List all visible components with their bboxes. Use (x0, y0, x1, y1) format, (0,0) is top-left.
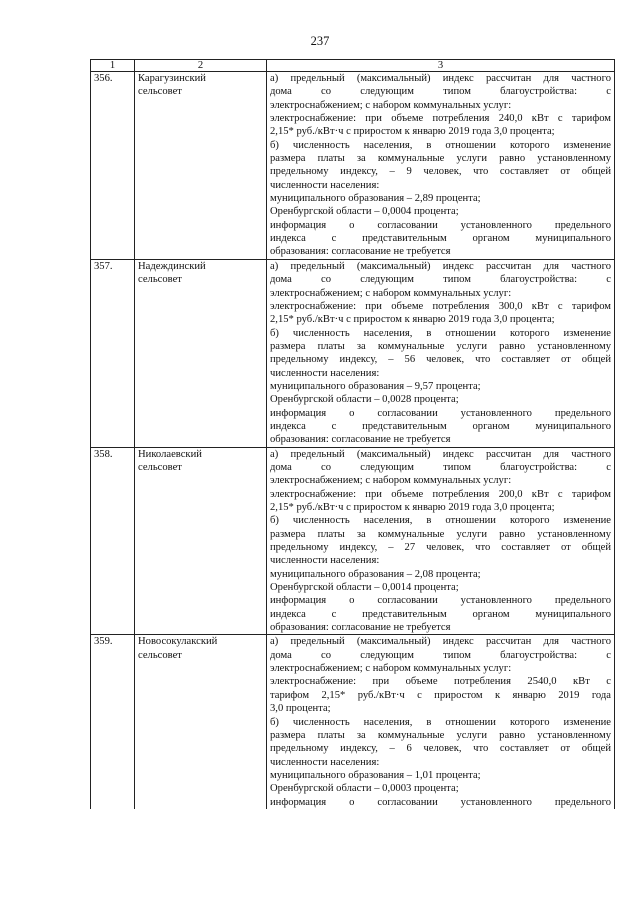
description-line: размера платы за коммунальные услуги равно установленному (270, 340, 611, 352)
description-line: Оренбургской области – 0,0004 процента; (270, 206, 459, 218)
description-line: б) численность населения, в отношении которого изменение (270, 716, 611, 728)
settlement-name-line: Надеждинский (138, 260, 206, 272)
description-line: а) предельный (максимальный) индекс рассчитан для частного (270, 260, 611, 272)
settlement-name (135, 635, 267, 809)
table-row (91, 72, 615, 260)
index-description (267, 72, 615, 260)
row-number: 356. (91, 72, 135, 260)
description-line: Оренбургской области – 0,0028 процента; (270, 394, 459, 406)
description-line: электроснабжение: при объеме потребления 200,0 кВт с тарифом (270, 488, 611, 500)
description-line: численности населения: (270, 756, 380, 768)
description-line: индекса с представительным органом муниципального (270, 233, 611, 245)
description-line: численности населения: (270, 179, 380, 191)
description-line: информация о согласовании установленного предельного (270, 219, 611, 231)
description-line: предельному индексу, – 56 человек, что составляет от общей (270, 354, 611, 366)
row-number: 358. (91, 447, 135, 635)
description-line: образования: согласование не требуется (270, 434, 451, 446)
settlement-name (135, 72, 267, 260)
description-line: 3,0 процента; (270, 703, 331, 715)
settlement-name (135, 447, 267, 635)
description-line: дома со следующим типом благоустройства: с (270, 86, 611, 98)
description-line: электроснабжение: при объеме потребления 2540,0 кВт с (270, 676, 611, 688)
settlement-name-line: сельсовет (138, 86, 182, 98)
description-line: 2,15* руб./кВт·ч с приростом к январю 2019 года 3,0 процента; (270, 314, 555, 326)
description-line: а) предельный (максимальный) индекс рассчитан для частного (270, 73, 611, 84)
description-line: электроснабжение: при объеме потребления 300,0 кВт с тарифом (270, 300, 611, 312)
description-line: образования: согласование не требуется (270, 622, 451, 634)
description-line: индекса с представительным органом муниципального (270, 608, 611, 620)
row-number: 359. (91, 635, 135, 809)
settlement-name-line: сельсовет (138, 649, 182, 661)
settlement-name-line: Новосокулакский (138, 636, 218, 648)
settlement-name-line: сельсовет (138, 461, 182, 473)
description-line: электроснабжение: при объеме потребления 240,0 кВт с тарифом (270, 113, 611, 125)
description-line: б) численность населения, в отношении которого изменение (270, 327, 611, 339)
description-line: предельному индексу, – 6 человек, что составляет от общей (270, 743, 611, 755)
description-line: электроснабжением; с набором коммунальных услуг: (270, 287, 512, 299)
description-line: размера платы за коммунальные услуги равно установленному (270, 729, 611, 741)
table-row (91, 635, 615, 809)
description-line: дома со следующим типом благоустройства: с (270, 461, 611, 473)
description-line: численности населения: (270, 367, 380, 379)
settlement-name-line: Николаевский (138, 448, 202, 460)
index-description (267, 259, 615, 447)
description-line: Оренбургской области – 0,0003 процента; (270, 783, 459, 795)
description-line: размера платы за коммунальные услуги равно установленному (270, 528, 611, 540)
header-col-3: 3 (267, 60, 615, 72)
description-line: индекса с представительным органом муниципального (270, 420, 611, 432)
description-line: тарифом 2,15* руб./кВт·ч с приростом к январю 2019 года (270, 689, 611, 701)
description-line: дома со следующим типом благоустройства: с (270, 649, 611, 661)
settlement-name (135, 259, 267, 447)
page-number: 237 (310, 34, 330, 48)
description-line: Оренбургской области – 0,0014 процента; (270, 582, 459, 594)
description-line: 2,15* руб./кВт·ч с приростом к январю 2019 года 3,0 процента; (270, 502, 555, 513)
description-line: а) предельный (максимальный) индекс рассчитан для частного (270, 636, 611, 648)
header-col-2: 2 (135, 60, 267, 72)
settlement-name-line: Карагузинский (138, 73, 206, 84)
description-line: 2,15* руб./кВт·ч с приростом к январю 2019 года 3,0 процента; (270, 126, 555, 138)
description-line: предельному индексу, – 27 человек, что составляет от общей (270, 542, 611, 554)
settlement-name-line: сельсовет (138, 274, 182, 286)
header-col-1: 1 (91, 60, 135, 72)
description-line: б) численность населения, в отношении которого изменение (270, 515, 611, 527)
description-line: информация о согласовании установленного предельного (270, 407, 611, 419)
description-line: электроснабжением; с набором коммунальных услуг: (270, 99, 512, 111)
description-line: муниципального образования – 2,89 процента; (270, 193, 481, 205)
description-line: образования: согласование не требуется (270, 246, 451, 258)
description-line: информация о согласовании установленного предельного (270, 796, 611, 808)
data-table (90, 59, 615, 809)
description-line: муниципального образования – 2,08 процента; (270, 568, 481, 580)
description-line: информация о согласовании установленного предельного (270, 595, 611, 607)
description-line: муниципального образования – 9,57 процента; (270, 380, 481, 392)
description-line: численности населения: (270, 555, 380, 567)
description-line: муниципального образования – 1,01 процента; (270, 769, 481, 781)
description-line: электроснабжением; с набором коммунальных услуг: (270, 475, 512, 487)
description-line: размера платы за коммунальные услуги равно установленному (270, 153, 611, 165)
description-line: а) предельный (максимальный) индекс рассчитан для частного (270, 448, 611, 460)
index-description (267, 447, 615, 635)
description-line: электроснабжением; с набором коммунальных услуг: (270, 663, 512, 675)
row-number: 357. (91, 259, 135, 447)
description-line: дома со следующим типом благоустройства: с (270, 274, 611, 286)
description-line: б) численность населения, в отношении которого изменение (270, 139, 611, 151)
table-header-row (91, 60, 615, 72)
description-line: предельному индексу, – 9 человек, что составляет от общей (270, 166, 611, 178)
table-row (91, 259, 615, 447)
index-description (267, 635, 615, 809)
table-row (91, 447, 615, 635)
